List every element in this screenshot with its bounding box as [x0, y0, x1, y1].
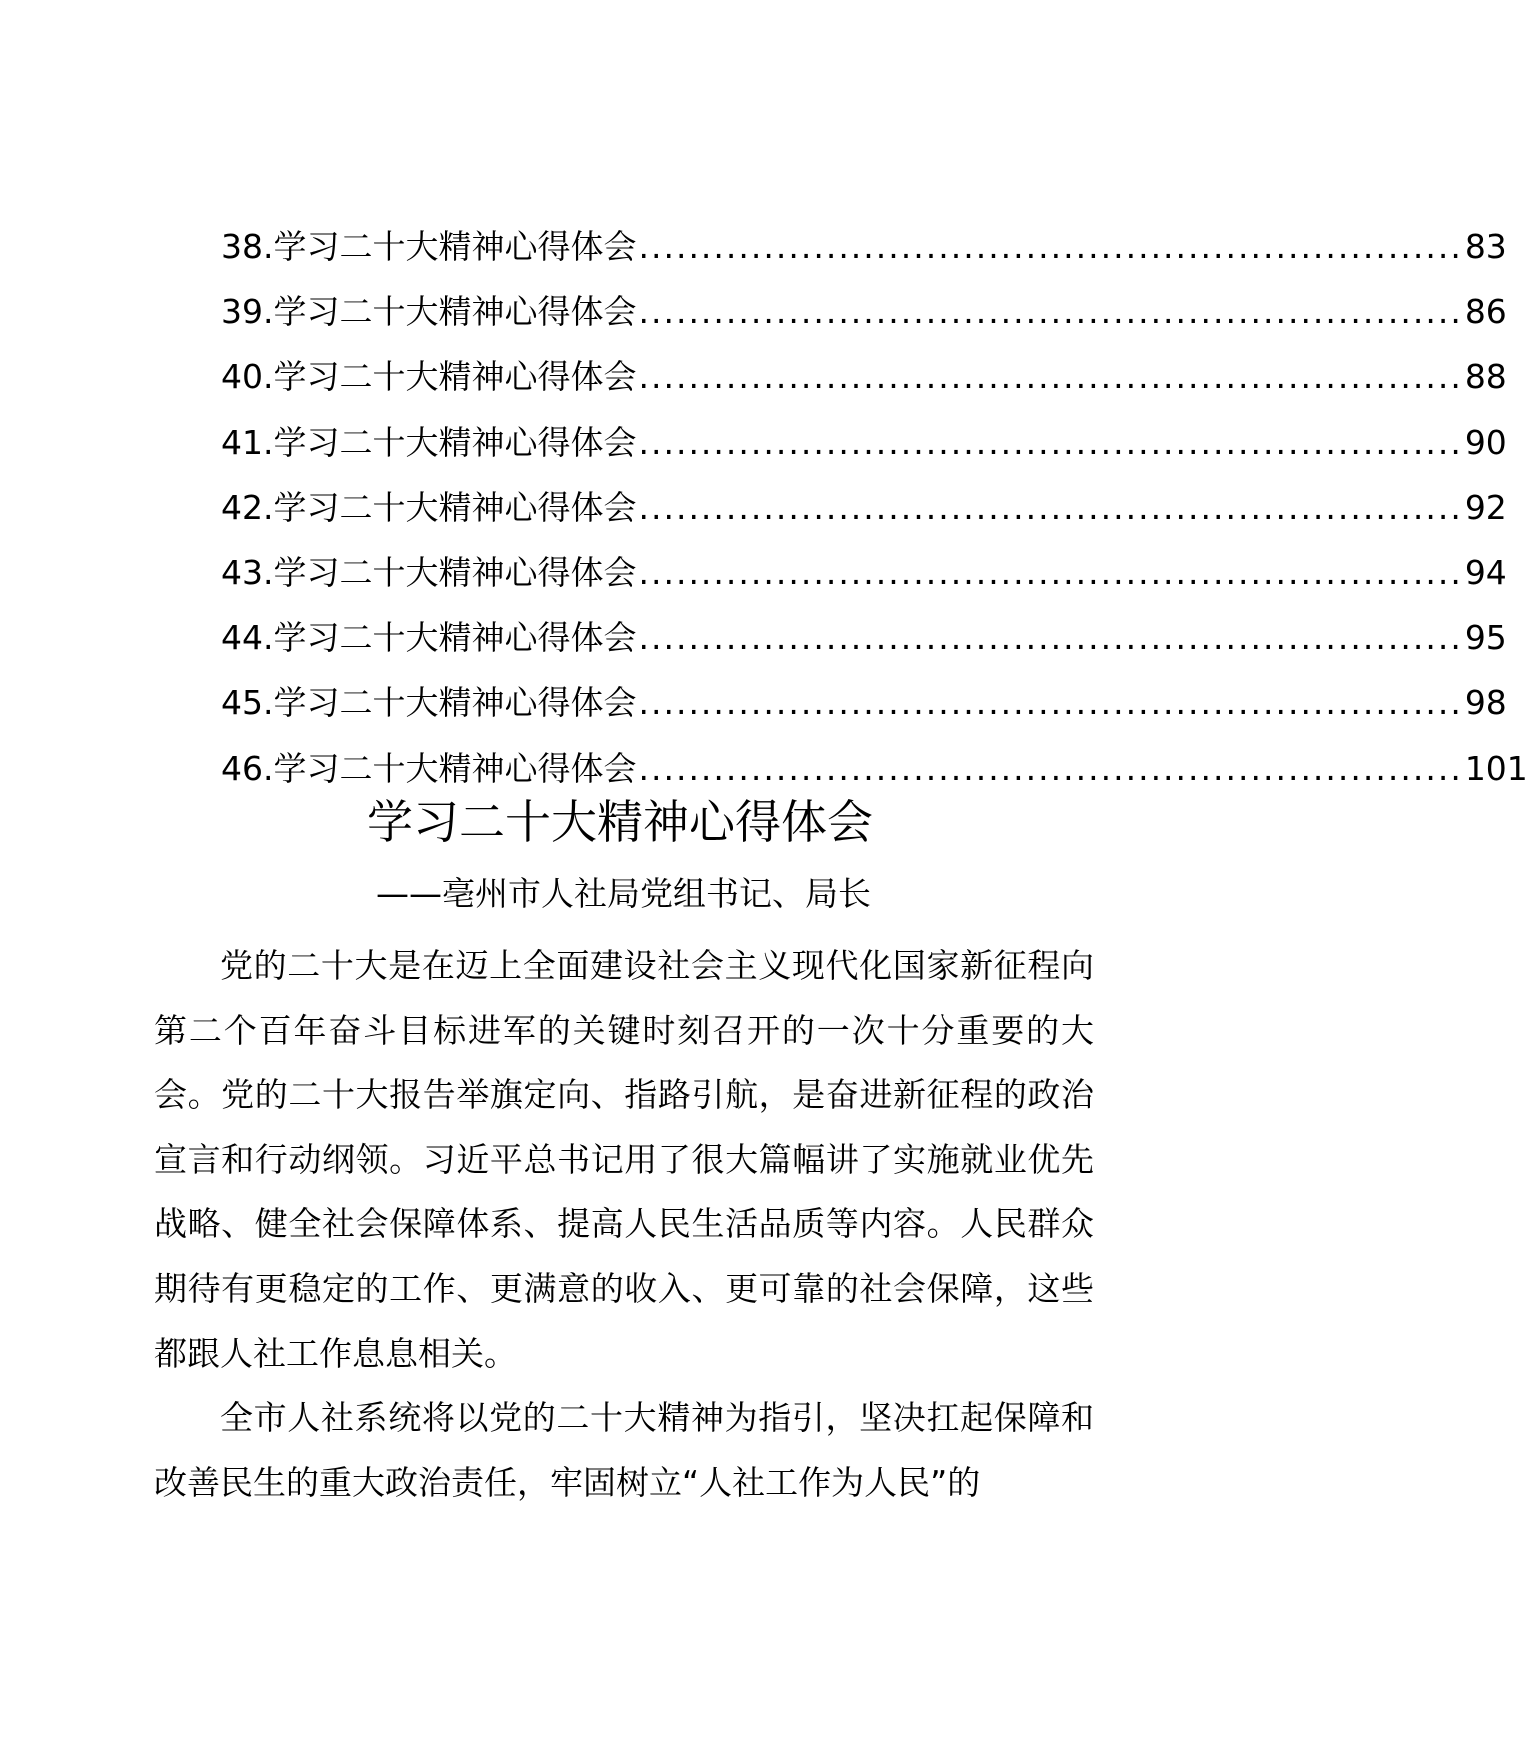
toc-leader-dots: .................................................................. [638, 748, 1463, 788]
toc-leader-dots: .................................................................. [638, 422, 1463, 462]
toc-entry[interactable] [221, 418, 1507, 483]
toc-entry-label: 45.学习二十大精神心得体会 [221, 683, 637, 723]
toc-entry-label: 44.学习二十大精神心得体会 [221, 618, 637, 658]
toc-page-number: 98 [1464, 683, 1507, 723]
toc-page-number: 90 [1464, 422, 1507, 462]
toc-entry[interactable] [221, 613, 1507, 678]
toc-entry[interactable] [221, 352, 1507, 417]
toc-page-number: 92 [1464, 487, 1507, 527]
toc-leader-dots: .................................................................. [638, 292, 1463, 332]
article-title: 学习二十大精神心得体会 [367, 795, 873, 849]
toc-entry-label: 38.学习二十大精神心得体会 [221, 227, 637, 266]
toc-entry[interactable] [221, 483, 1507, 548]
toc-entry[interactable] [221, 222, 1507, 287]
toc-entry-label: 39.学习二十大精神心得体会 [221, 292, 637, 332]
toc-page-number: 86 [1464, 292, 1507, 332]
toc-entry[interactable] [221, 287, 1507, 352]
table-of-contents [221, 222, 1528, 809]
toc-page-number: 83 [1464, 227, 1507, 266]
body-paragraph: 党的二十大是在迈上全面建设社会主义现代化国家新征程向第二个百年奋斗目标进军的关键时刻召开的一次十分重要的大会。党的二十大报告举旗定向、指路引航，是奋进新征程的政治宣言和行动纲领。习近平总书记用了很大篇幅讲了实施就业优先战略、健全社会保障体系、提高人民生活品质等内容。人民群众期待有更稳定的工作、更满意的收入、更可靠的社会保障，这些都跟人社工作息息相关。 [154, 946, 1094, 1373]
toc-leader-dots: .................................................................. [638, 552, 1463, 592]
toc-leader-dots: .................................................................. [638, 487, 1463, 527]
toc-entry-label: 46.学习二十大精神心得体会 [221, 748, 637, 788]
body-paragraph: 全市人社系统将以党的二十大精神为指引，坚决扛起保障和改善民生的重大政治责任，牢固树立“人社工作为人民”的 [154, 1398, 1094, 1502]
article-subtitle: ——亳州市人社局党组书记、局长 [376, 874, 871, 913]
toc-leader-dots: .................................................................. [638, 618, 1463, 658]
toc-leader-dots: .................................................................. [638, 227, 1463, 266]
article-body [154, 934, 1094, 1515]
toc-entry-label: 40.学习二十大精神心得体会 [221, 357, 637, 397]
toc-page-number: 94 [1464, 552, 1507, 592]
toc-entry-label: 43.学习二十大精神心得体会 [221, 552, 637, 592]
toc-page-number: 95 [1464, 618, 1507, 658]
toc-entry-label: 42.学习二十大精神心得体会 [221, 487, 637, 527]
toc-entry[interactable] [221, 548, 1507, 613]
toc-entry-label: 41.学习二十大精神心得体会 [221, 422, 637, 462]
toc-entry[interactable] [221, 678, 1507, 743]
toc-page-number: 88 [1464, 357, 1507, 397]
toc-page-number: 101 [1464, 748, 1528, 788]
toc-leader-dots: .................................................................. [638, 683, 1463, 723]
toc-leader-dots: .................................................................. [638, 357, 1463, 397]
